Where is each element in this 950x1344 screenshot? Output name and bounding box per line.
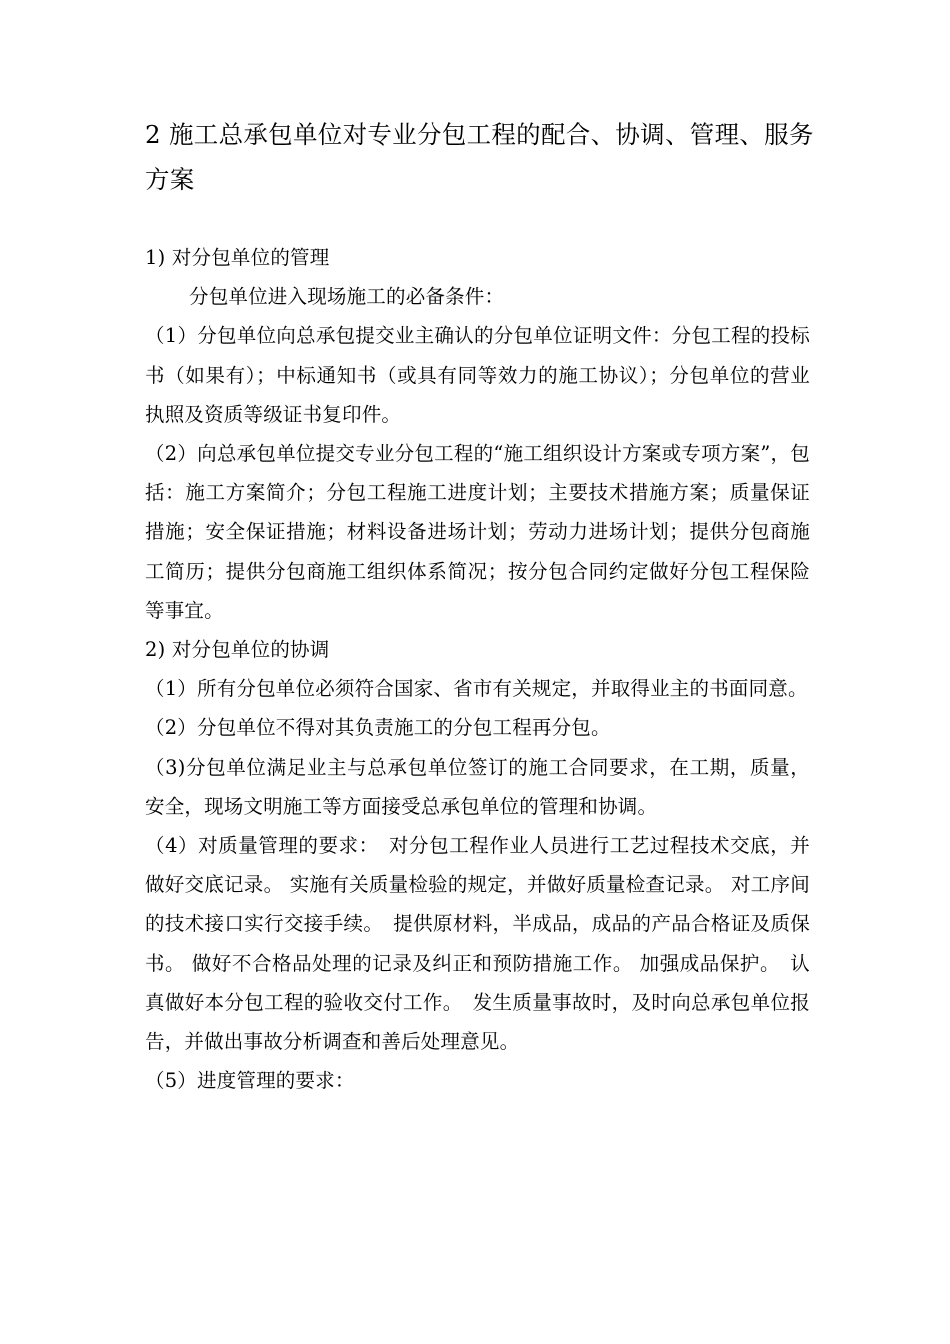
- paragraph-item-1-documents: （1）分包单位向总承包提交业主确认的分包单位证明文件：分包工程的投标书（如果有）；中标通知书（或具有同等效力的施工协议）；分包单位的营业执照及资质等级证书复印件。: [145, 324, 810, 426]
- paragraph-item-2-construction-plan: （2）向总承包单位提交专业分包工程的“施工组织设计方案或专项方案”，包括：施工方案简介；分包工程施工进度计划；主要技术措施方案；质量保证措施；安全保证措施；材料设备进场计划；劳动力进场计划；提供分包商施工简历；提供分包商施工组织体系简况；按分包合同约定做好分包工程保险等事宜。: [145, 442, 810, 622]
- subsection-title-management: 1) 对分包单位的管理: [145, 246, 330, 269]
- document-body: [145, 238, 810, 1100]
- paragraph-item-2-no-resubcontract: （2）分包单位不得对其负责施工的分包工程再分包。: [145, 716, 611, 740]
- subsection-title-coordination: 2) 对分包单位的协调: [145, 638, 330, 662]
- paragraph-item-4-quality-management: （4）对质量管理的要求： 对分包工程作业人员进行工艺过程技术交底，并做好交底记录。 实施有关质量检验的规定，并做好质量检查记录。 对工序间的技术接口实行交接手续。 提供原材料，半成品，成品的产品合格证及质保书。 做好不合格品处理的记录及纠正和预防措施工作。 加强成品保护。 认真做好本分包工程的验收交付工作。 发生质量事故时，及时向总承包单位报告，并做出事故分析调查和善后处理意见。: [145, 834, 810, 1054]
- paragraph-item-3-contract-requirements: （3)分包单位满足业主与总承包单位签订的施工合同要求，在工期，质量，安全，现场文明施工等方面接受总承包单位的管理和协调。: [145, 755, 810, 818]
- paragraph-item-5-schedule-management: （5）进度管理的要求：: [145, 1069, 355, 1093]
- paragraph-item-1-qualification: （1）所有分包单位必须符合国家、省市有关规定，并取得业主的书面同意。: [145, 677, 808, 701]
- paragraph-entry-conditions: 分包单位进入现场施工的必备条件：: [189, 285, 505, 309]
- section-heading: 2 施工总承包单位对专业分包工程的配合、协调、管理、服务方案: [145, 120, 814, 194]
